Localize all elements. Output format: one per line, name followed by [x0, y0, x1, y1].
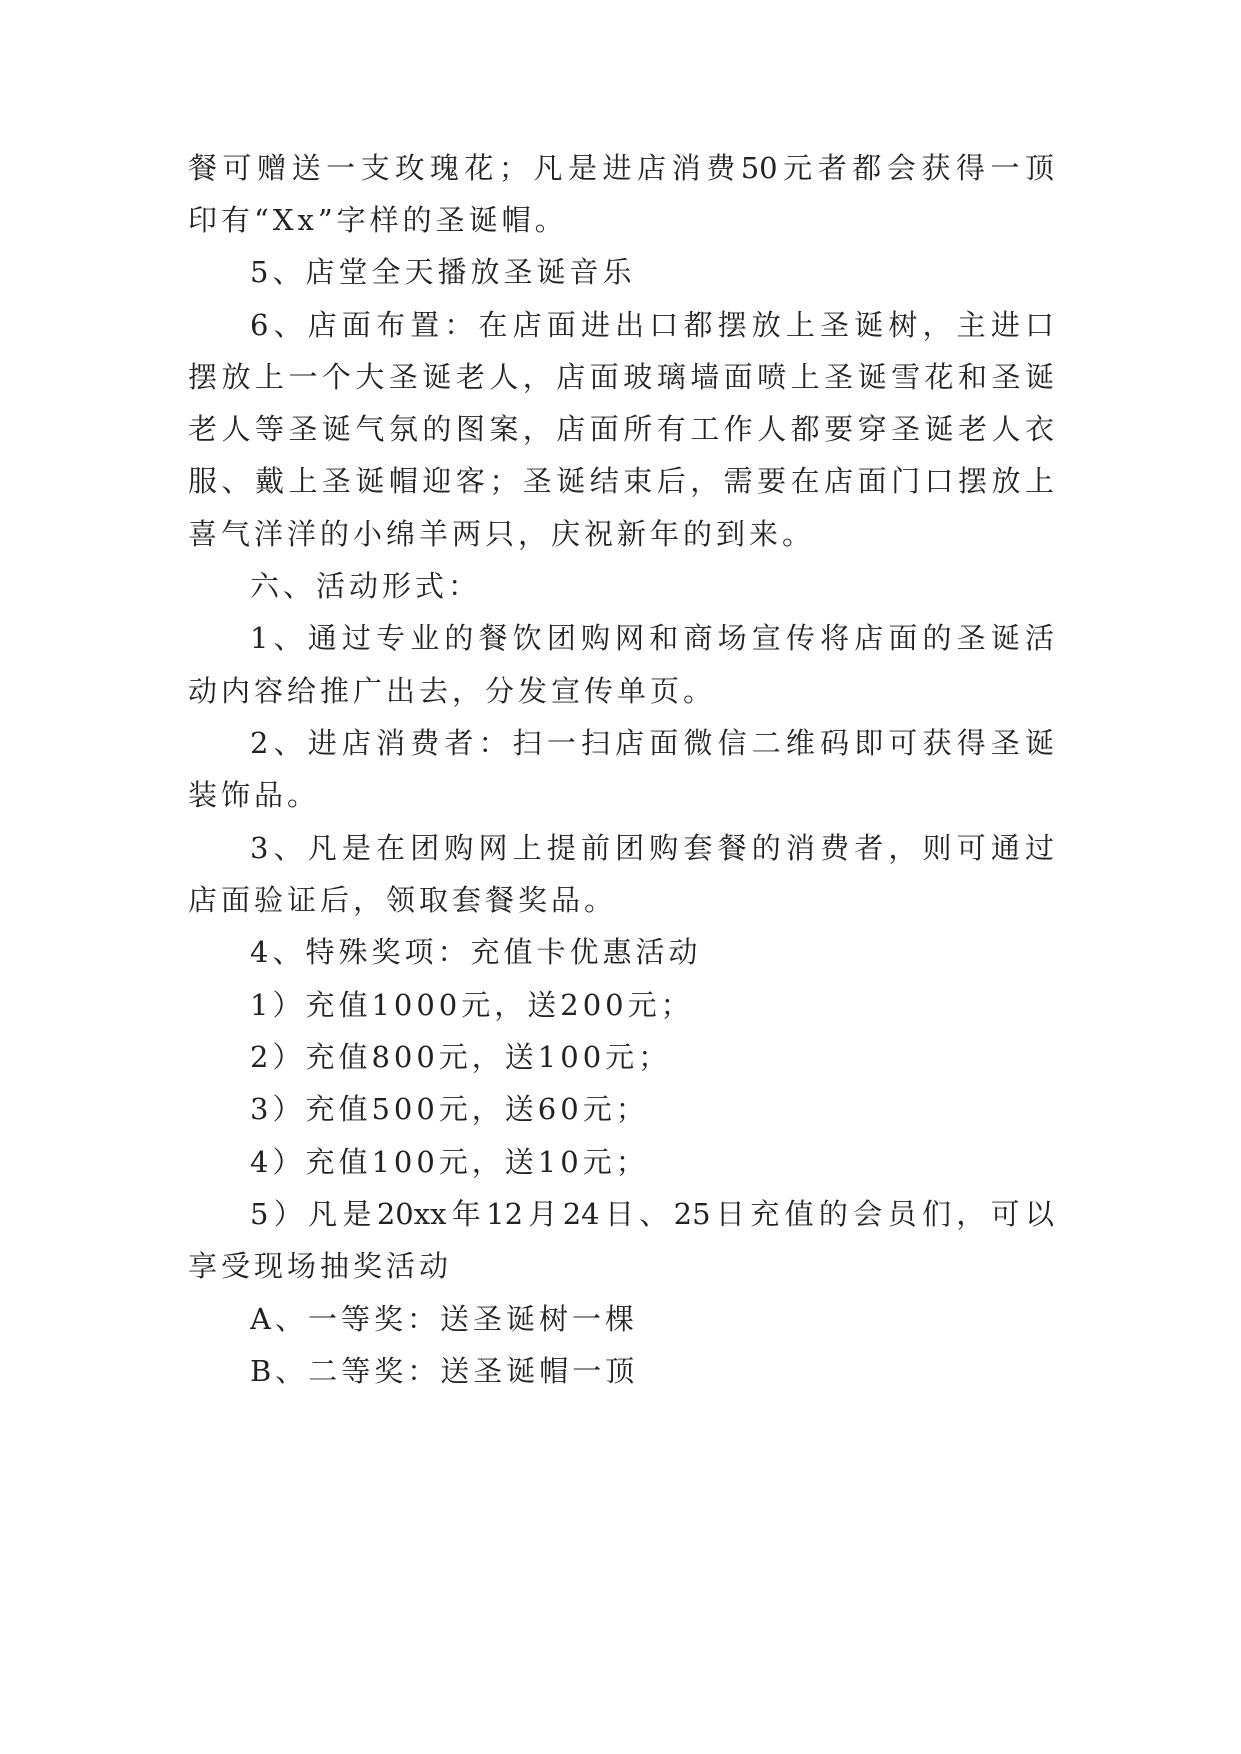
- list-item: 1）充值1000元，送200元；: [250, 988, 694, 1022]
- list-item: 3）充值500元，送60元；: [250, 1092, 649, 1126]
- list-item: B、二等奖：送圣诞帽一顶: [250, 1354, 639, 1388]
- paragraph-line: 享受现场抽奖活动: [188, 1249, 453, 1283]
- paragraph-line: 店面验证后，领取套餐奖品。: [188, 883, 618, 917]
- paragraph-line: 餐可赠送一支玫瑰花；凡是进店消费50元者都会获得一顶: [188, 151, 1054, 185]
- list-item: 6、店面布置：在店面进出口都摆放上圣诞树，主进口: [250, 308, 1054, 342]
- paragraph-line: 动内容给推广出去，分发宣传单页。: [188, 674, 717, 708]
- section-heading: 六、活动形式：: [250, 569, 482, 603]
- paragraph-line: 装饰品。: [188, 778, 321, 812]
- list-item: 2）充值800元，送100元；: [250, 1040, 672, 1074]
- list-item: A、一等奖：送圣诞树一棵: [250, 1302, 638, 1336]
- paragraph-line: 服、戴上圣诞帽迎客；圣诞结束后，需要在店面门口摆放上: [188, 464, 1054, 498]
- paragraph-line: 印有“Xx”字样的圣诞帽。: [188, 203, 568, 237]
- list-item: 1、通过专业的餐饮团购网和商场宣传将店面的圣诞活: [250, 621, 1054, 655]
- list-item: 3、凡是在团购网上提前团购套餐的消费者，则可通过: [250, 831, 1054, 865]
- list-item: 5）凡是20xx年12月24日、25日充值的会员们，可以: [250, 1197, 1054, 1231]
- paragraph-line: 老人等圣诞气氛的图案，店面所有工作人都要穿圣诞老人衣: [188, 412, 1054, 446]
- paragraph-line: 摆放上一个大圣诞老人，店面玻璃墙面喷上圣诞雪花和圣诞: [188, 360, 1054, 394]
- paragraph-line: 喜气洋洋的小绵羊两只，庆祝新年的到来。: [188, 517, 816, 551]
- list-item: 4、特殊奖项：充值卡优惠活动: [250, 935, 702, 969]
- list-item: 2、进店消费者：扫一扫店面微信二维码即可获得圣诞: [250, 726, 1054, 760]
- list-item: 5、店堂全天播放圣诞音乐: [250, 255, 636, 289]
- list-item: 4）充值100元，送10元；: [250, 1145, 649, 1179]
